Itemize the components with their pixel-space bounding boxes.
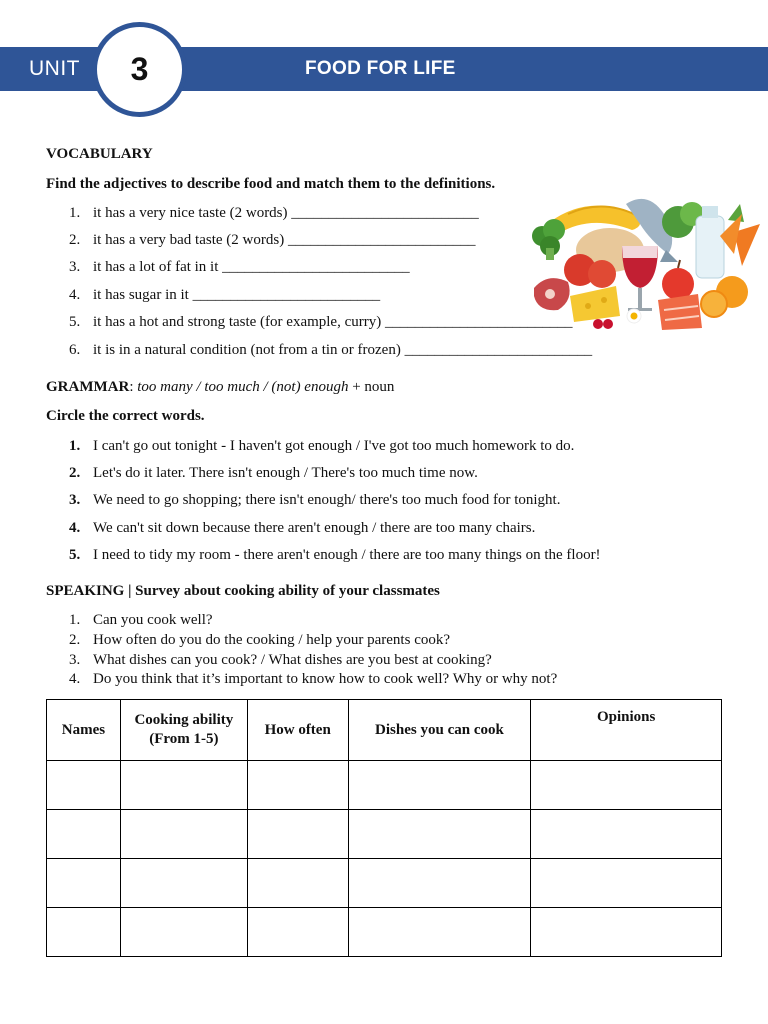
table-cell[interactable] (47, 810, 121, 859)
speaking-question (69, 632, 450, 649)
table-cell[interactable] (247, 859, 348, 908)
item-text: it has a hot and strong taste (for example, curry) _________________________ (93, 314, 573, 330)
item-text: Let's do it later. There isn't enough / There's too much time now. (93, 465, 478, 481)
table-cell[interactable] (348, 810, 531, 859)
speaking-question (69, 612, 213, 629)
speaking-question (69, 652, 492, 669)
item-text: it has a very bad taste (2 words) _________________________ (93, 232, 476, 248)
grammar-item (69, 492, 560, 509)
grammar-heading-line (46, 379, 394, 396)
item-number: 5. (69, 314, 81, 330)
vocabulary-item (69, 314, 573, 331)
item-text: Can you cook well? (93, 612, 213, 628)
food-collage-icon (528, 192, 764, 332)
unit-number-circle (92, 22, 187, 117)
grammar-item (69, 465, 478, 482)
item-number: 4. (69, 520, 81, 536)
vocabulary-item (69, 259, 410, 276)
speaking-question (69, 671, 557, 688)
table-cell[interactable] (47, 859, 121, 908)
grammar-heading: GRAMMAR (46, 379, 130, 395)
unit-label: UNIT (29, 57, 80, 80)
grammar-item (69, 520, 535, 537)
table-cell[interactable] (348, 908, 531, 957)
grammar-item (69, 438, 574, 455)
vocabulary-instruction: Find the adjectives to describe food and match them to the definitions. (46, 176, 496, 192)
table-cell[interactable] (531, 908, 722, 957)
item-number: 1. (69, 438, 81, 454)
item-number: 4. (69, 671, 81, 687)
grammar-colon: : (129, 379, 138, 395)
speaking-heading: SPEAKING | Survey about cooking ability of your classmates (46, 583, 440, 599)
table-cell[interactable] (348, 761, 531, 810)
grammar-item (69, 547, 601, 564)
table-row (47, 859, 722, 908)
vocabulary-item (69, 205, 479, 222)
column-header-cooking-ability (120, 700, 247, 761)
column-header-dishes: Dishes you can cook (348, 700, 531, 761)
item-number: 6. (69, 342, 81, 358)
item-text: it has sugar in it _________________________ (93, 287, 381, 303)
table-cell[interactable] (120, 761, 247, 810)
table-cell[interactable] (531, 859, 722, 908)
table-cell[interactable] (247, 810, 348, 859)
table-cell[interactable] (531, 810, 722, 859)
table-header-row (47, 700, 722, 761)
item-text: We need to go shopping; there isn't enough/ there's too much food for tonight. (93, 492, 561, 508)
item-number: 2. (69, 232, 81, 248)
grammar-topic-suffix: + noun (348, 379, 395, 395)
item-number: 1. (69, 205, 81, 221)
table-cell[interactable] (247, 761, 348, 810)
table-row (47, 761, 722, 810)
table-row (47, 810, 722, 859)
vocabulary-item (69, 287, 380, 304)
item-text: What dishes can you cook? / What dishes are you best at cooking? (93, 652, 492, 668)
column-header-line: Cooking ability (134, 712, 234, 728)
item-text: it has a very nice taste (2 words) _________________________ (93, 205, 479, 221)
table-cell[interactable] (47, 908, 121, 957)
item-text: Do you think that it’s important to know how to cook well? Why or why not? (93, 671, 558, 687)
table-cell[interactable] (348, 859, 531, 908)
table-cell[interactable] (120, 859, 247, 908)
vocabulary-item (69, 342, 592, 359)
grammar-instruction: Circle the correct words. (46, 408, 205, 424)
item-text: I need to tidy my room - there aren't enough / there are too many things on the floor! (93, 547, 601, 563)
unit-number: 3 (130, 51, 149, 87)
grammar-topic: too many / too much / (not) enough (137, 379, 349, 395)
table-cell[interactable] (120, 810, 247, 859)
item-number: 3. (69, 259, 81, 275)
column-header-opinions: Opinions (531, 700, 722, 761)
unit-title: FOOD FOR LIFE (305, 58, 456, 79)
item-number: 1. (69, 612, 81, 628)
item-text: it is in a natural condition (not from a tin or frozen) _________________________ (93, 342, 593, 358)
column-header-how-often: How often (247, 700, 348, 761)
table-row (47, 908, 722, 957)
column-header-names: Names (47, 700, 121, 761)
item-number: 3. (69, 492, 81, 508)
column-header-line: (From 1-5) (149, 731, 219, 747)
item-number: 2. (69, 632, 81, 648)
item-number: 3. (69, 652, 81, 668)
table-cell[interactable] (120, 908, 247, 957)
survey-table (46, 699, 722, 957)
table-cell[interactable] (247, 908, 348, 957)
vocabulary-item (69, 232, 475, 249)
item-number: 2. (69, 465, 81, 481)
item-text: it has a lot of fat in it _________________________ (93, 259, 410, 275)
item-text: I can't go out tonight - I haven't got enough / I've got too much homework to do. (93, 438, 575, 454)
item-text: We can't sit down because there aren't enough / there are too many chairs. (93, 520, 536, 536)
item-number: 5. (69, 547, 81, 563)
item-number: 4. (69, 287, 81, 303)
item-text: How often do you do the cooking / help your parents cook? (93, 632, 451, 648)
table-cell[interactable] (531, 761, 722, 810)
table-cell[interactable] (47, 761, 121, 810)
vocabulary-heading: VOCABULARY (46, 146, 153, 162)
